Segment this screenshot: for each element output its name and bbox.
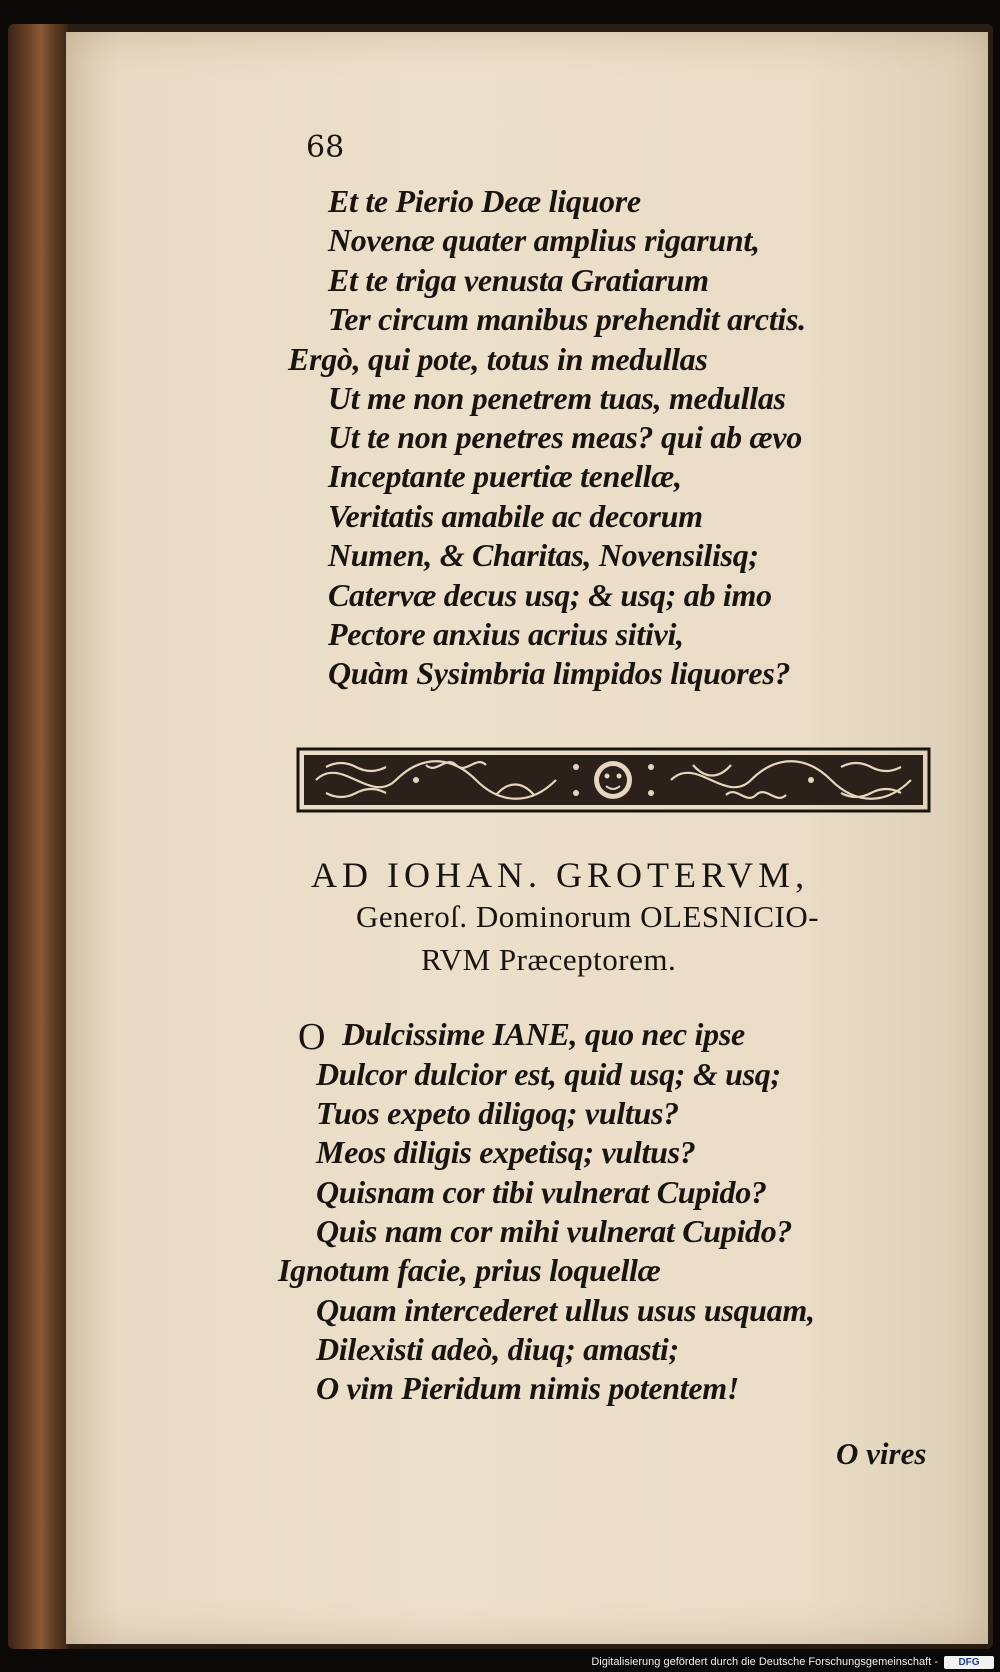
poem-line: Quam intercederet ullus usus usquam,: [316, 1292, 815, 1328]
funding-credit: Digitalisierung gefördert durch die Deutsche Forschungsgemeinschaft -: [591, 1656, 938, 1668]
poem-line: Dulcor dulcior est, quid usq; & usq;: [316, 1056, 781, 1092]
catchword: O vires: [836, 1436, 927, 1471]
poem-line: Quis nam cor mihi vulnerat Cupido?: [316, 1213, 793, 1249]
ornamental-headpiece: [296, 745, 931, 815]
dfg-logo: DFG: [944, 1656, 994, 1669]
poem-line: Tuos expeto diligoq; vultus?: [316, 1095, 679, 1131]
poem-line: Meos diligis expetisq; vultus?: [316, 1134, 696, 1170]
book-scan: [8, 24, 993, 1649]
poem-heading-line: Generoſ. Dominorum OLESNICIO-: [356, 899, 820, 934]
book-page: [66, 32, 988, 1644]
poem-line: Dulcissime IANE, quo nec ipse: [342, 1016, 745, 1052]
poem-line: Catervæ decus usq; & usq; ab imo: [328, 577, 772, 613]
poem-heading-line: RVM Præceptorem.: [421, 942, 677, 977]
poem-line: Et te Pierio Deæ liquore: [328, 183, 641, 219]
page-number: 68: [306, 130, 345, 165]
poem-heading-line: AD IOHAN. GROTERVM,: [311, 855, 810, 895]
poem-line: Ut te non penetres meas? qui ab ævo: [328, 419, 802, 455]
poem-line: Ergò, qui pote, totus in medullas: [288, 341, 708, 377]
poem-line: Pectore anxius acrius sitivi,: [328, 616, 684, 652]
poem-line: Quisnam cor tibi vulnerat Cupido?: [316, 1174, 767, 1210]
poem-line: Ut me non penetrem tuas, medullas: [328, 380, 786, 416]
poem-line: Ter circum manibus prehendit arctis.: [328, 301, 806, 337]
poem-line: Veritatis amabile ac decorum: [328, 498, 703, 534]
poem-line: Inceptante puertiæ tenellæ,: [328, 458, 682, 494]
poem-line: Numen, & Charitas, Novensilisq;: [328, 537, 759, 573]
poem-line: O vim Pieridum nimis potentem!: [316, 1370, 740, 1406]
poem-line: Dilexisti adeò, diuq; amasti;: [316, 1331, 679, 1367]
poem-line: Novenæ quater amplius rigarunt,: [328, 222, 760, 258]
poem-line: Quàm Sysimbria limpidos liquores?: [328, 655, 791, 691]
poem-line: Et te triga venusta Gratiarum: [328, 262, 709, 298]
drop-initial: O: [298, 1016, 326, 1058]
poem-line: Ignotum facie, prius loquellæ: [278, 1252, 661, 1288]
book-spine-edge: [8, 24, 68, 1649]
